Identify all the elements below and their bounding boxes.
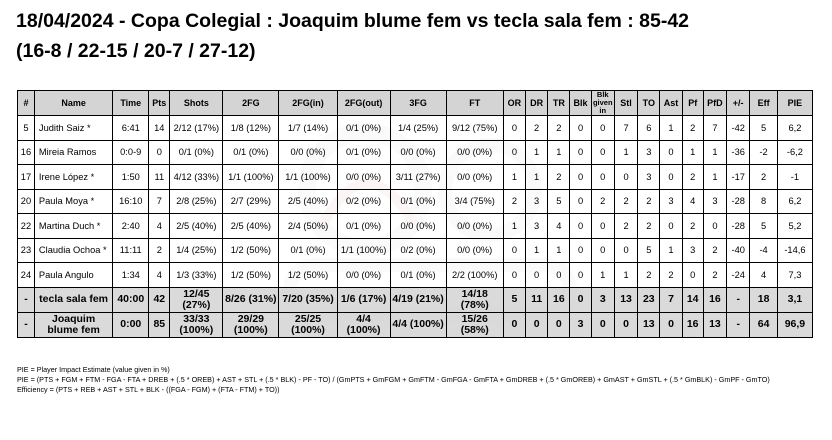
table-cell: 2 (750, 165, 778, 190)
table-cell: 1 (526, 165, 548, 190)
table-cell: 22 (18, 214, 35, 239)
table-cell: Mireia Ramos (34, 140, 112, 165)
table-cell: 2 (682, 165, 703, 190)
table-cell: 3/11 (27%) (390, 165, 446, 190)
column-header: DR (526, 91, 548, 116)
table-cell: 0 (570, 238, 591, 263)
table-cell: 14 (149, 116, 170, 141)
table-cell: 0 (548, 312, 570, 337)
table-cell: 0 (660, 165, 682, 190)
table-cell: 0 (682, 263, 703, 288)
table-cell: 4/4 (100%) (390, 312, 446, 337)
table-cell: 2 (526, 116, 548, 141)
title-line-1: 18/04/2024 - Copa Colegial : Joaquim blume fem vs tecla sala fem : 85-42 (16, 10, 690, 32)
table-cell: 0 (591, 116, 614, 141)
table-cell: 25/25 (100%) (279, 312, 337, 337)
table-cell: 2 (682, 214, 703, 239)
table-cell: 0 (503, 312, 525, 337)
table-cell: 0/0 (0%) (446, 214, 503, 239)
table-cell: 2/5 (40%) (279, 189, 337, 214)
player-row (18, 116, 813, 141)
table-cell: 16 (703, 287, 726, 312)
table-cell: 14/18 (78%) (446, 287, 503, 312)
table-cell: 0 (591, 214, 614, 239)
table-cell: 0 (591, 312, 614, 337)
table-cell: 0/1 (0%) (337, 116, 390, 141)
pie-definition: PIE = Player Impact Estimate (value given in %) (17, 365, 170, 374)
table-cell: 7 (614, 116, 637, 141)
column-header: 2FG(in) (279, 91, 337, 116)
table-cell: 1/4 (25%) (170, 238, 223, 263)
column-header: TO (638, 91, 660, 116)
table-cell: 85 (149, 312, 170, 337)
table-cell: 4 (682, 189, 703, 214)
table-cell: 3 (526, 214, 548, 239)
table-cell: 23 (18, 238, 35, 263)
table-cell: 0:0-9 (113, 140, 149, 165)
table-cell: -17 (727, 165, 750, 190)
table-cell: 0/0 (0%) (446, 140, 503, 165)
player-row (18, 189, 813, 214)
table-cell: 14 (682, 287, 703, 312)
table-cell: 2 (638, 189, 660, 214)
table-cell: - (18, 312, 35, 337)
table-cell: 2 (638, 214, 660, 239)
column-header: Time (113, 91, 149, 116)
table-cell: 0/0 (0%) (390, 140, 446, 165)
table-cell: 3 (570, 312, 591, 337)
column-header: Stl (614, 91, 637, 116)
table-cell: 4 (548, 214, 570, 239)
table-cell: 1 (503, 165, 525, 190)
table-cell: 29/29 (100%) (223, 312, 279, 337)
table-cell: - (727, 312, 750, 337)
player-row (18, 263, 813, 288)
table-cell: 3 (682, 238, 703, 263)
table-cell: 42 (149, 287, 170, 312)
pie-formula: PIE = (PTS + FGM + FTM - FGA - FTA + DREB + (.5 * OREB) + AST + STL + (.5 * BLK) - PF - TO) / (GmPTS + GmFGM + GmFTM - GmFGA - GmFTA + GmDREB + (.5 * GmOREB) + GmAST + GmSTL + (.5 * GmBLK) - GmPF - GmTO) (17, 375, 770, 384)
table-cell: 12/45 (27%) (170, 287, 223, 312)
table-cell: 2 (503, 189, 525, 214)
table-cell: 0 (614, 165, 637, 190)
table-cell: 1/2 (50%) (223, 238, 279, 263)
table-cell: 0 (570, 263, 591, 288)
table-cell: 0/0 (0%) (390, 214, 446, 239)
table-cell: 0/1 (0%) (337, 140, 390, 165)
table-cell: 2 (638, 263, 660, 288)
table-cell: 0 (526, 263, 548, 288)
column-header: PIE (777, 91, 812, 116)
table-cell: 4/12 (33%) (170, 165, 223, 190)
table-cell: 0 (149, 140, 170, 165)
table-cell: 16:10 (113, 189, 149, 214)
table-cell: Irene López * (34, 165, 112, 190)
table-cell: 0 (503, 263, 525, 288)
table-cell: -6,2 (777, 140, 812, 165)
table-body (18, 116, 813, 338)
table-cell: 3 (660, 189, 682, 214)
table-cell: 3 (638, 140, 660, 165)
column-header: TR (548, 91, 570, 116)
table-cell: 2 (682, 116, 703, 141)
table-cell: 16 (548, 287, 570, 312)
table-cell: 0 (548, 263, 570, 288)
table-cell: 8 (750, 189, 778, 214)
table-cell: 0 (570, 214, 591, 239)
table-cell: -36 (727, 140, 750, 165)
table-cell: 3 (638, 165, 660, 190)
table-cell: 1/2 (50%) (223, 263, 279, 288)
table-cell: 1:50 (113, 165, 149, 190)
table-cell: 4/19 (21%) (390, 287, 446, 312)
table-cell: 0 (570, 287, 591, 312)
table-cell: 18 (750, 287, 778, 312)
page-title (16, 6, 816, 66)
table-cell: -14,6 (777, 238, 812, 263)
table-cell: 0 (570, 116, 591, 141)
table-cell: 2 (660, 263, 682, 288)
column-header: +/- (727, 91, 750, 116)
column-header: 3FG (390, 91, 446, 116)
table-cell: 2 (591, 189, 614, 214)
column-header: Shots (170, 91, 223, 116)
table-cell: 4 (750, 263, 778, 288)
table-cell: 2 (149, 238, 170, 263)
table-cell: 1 (682, 140, 703, 165)
table-cell: 20 (18, 189, 35, 214)
table-cell: 1 (703, 140, 726, 165)
column-header: Name (34, 91, 112, 116)
player-row (18, 214, 813, 239)
column-header: # (18, 91, 35, 116)
table-cell: 1/6 (17%) (337, 287, 390, 312)
table-cell: - (18, 287, 35, 312)
table-cell: 0/1 (0%) (390, 263, 446, 288)
column-header: Eff (750, 91, 778, 116)
table-cell: 5 (548, 189, 570, 214)
table-cell: -40 (727, 238, 750, 263)
table-cell: 0/1 (0%) (390, 189, 446, 214)
table-cell: 9/12 (75%) (446, 116, 503, 141)
table-cell: 0 (703, 214, 726, 239)
table-cell: 1/1 (100%) (279, 165, 337, 190)
table-cell: 0 (503, 116, 525, 141)
table-cell: -2 (750, 140, 778, 165)
table-cell: 0/0 (0%) (446, 238, 503, 263)
table-cell: 33/33 (100%) (170, 312, 223, 337)
table-cell: 2/12 (17%) (170, 116, 223, 141)
table-cell: 1 (660, 116, 682, 141)
column-header: 2FG (223, 91, 279, 116)
efficiency-formula: Efficiency = (PTS + REB + AST + STL + BLK - ((FGA - FGM) + (FTA - FTM) + TO)) (17, 385, 280, 394)
table-cell: 5 (18, 116, 35, 141)
table-cell: 3/4 (75%) (446, 189, 503, 214)
table-cell: 1 (548, 140, 570, 165)
table-cell: 3 (703, 189, 726, 214)
table-cell: 1 (591, 263, 614, 288)
column-header: Ast (660, 91, 682, 116)
table-cell: Martina Duch * (34, 214, 112, 239)
table-cell: 5 (503, 287, 525, 312)
table-cell: 11:11 (113, 238, 149, 263)
table-cell: 4/4 (100%) (337, 312, 390, 337)
team-total-row (18, 312, 813, 337)
table-cell: 2/7 (29%) (223, 189, 279, 214)
table-cell: 1/8 (12%) (223, 116, 279, 141)
table-cell: 7 (703, 116, 726, 141)
table-cell: 0 (660, 214, 682, 239)
title-line-2: (16-8 / 22-15 / 20-7 / 27-12) (16, 40, 256, 62)
table-cell: 23 (638, 287, 660, 312)
table-cell: 0/1 (0%) (337, 214, 390, 239)
table-cell: Judith Saiz * (34, 116, 112, 141)
table-cell: 1 (503, 214, 525, 239)
table-cell: 1/4 (25%) (390, 116, 446, 141)
table-cell: 7 (149, 189, 170, 214)
table-cell: 11 (526, 287, 548, 312)
column-header: Pts (149, 91, 170, 116)
column-header: 2FG(out) (337, 91, 390, 116)
table-cell: -28 (727, 214, 750, 239)
table-cell: -28 (727, 189, 750, 214)
table-cell: 1/1 (100%) (223, 165, 279, 190)
table-cell: 15/26 (58%) (446, 312, 503, 337)
table-cell: 2/4 (50%) (279, 214, 337, 239)
table-cell: 8/26 (31%) (223, 287, 279, 312)
table-cell: 3 (526, 189, 548, 214)
table-cell: 7/20 (35%) (279, 287, 337, 312)
table-cell: 2 (614, 214, 637, 239)
player-row (18, 165, 813, 190)
table-cell: 1 (703, 165, 726, 190)
table-cell: 16 (682, 312, 703, 337)
table-cell: 13 (703, 312, 726, 337)
table-cell: 0 (570, 165, 591, 190)
table-cell: 0:00 (113, 312, 149, 337)
table-cell: 1:34 (113, 263, 149, 288)
table-cell: 2/2 (100%) (446, 263, 503, 288)
column-header: PfD (703, 91, 726, 116)
table-cell: 1 (614, 140, 637, 165)
table-cell: 0 (570, 189, 591, 214)
table-cell: 2/8 (25%) (170, 189, 223, 214)
player-row (18, 238, 813, 263)
table-cell: 5 (750, 214, 778, 239)
table-cell: 1/7 (14%) (279, 116, 337, 141)
table-cell: 0/1 (0%) (279, 238, 337, 263)
table-cell: 6,2 (777, 116, 812, 141)
table-cell: Claudia Ochoa * (34, 238, 112, 263)
table-cell: Joaquim blume fem (34, 312, 112, 337)
table-cell: 7 (660, 287, 682, 312)
column-header: Blk (570, 91, 591, 116)
table-cell: 6 (638, 116, 660, 141)
stats-table (17, 90, 813, 338)
table-cell: -1 (777, 165, 812, 190)
table-cell: 0/1 (0%) (223, 140, 279, 165)
table-cell: 7,3 (777, 263, 812, 288)
table-cell: 0 (591, 165, 614, 190)
table-cell: 1 (526, 238, 548, 263)
table-cell: 0 (570, 140, 591, 165)
table-cell: 2 (548, 165, 570, 190)
table-cell: 2/5 (40%) (170, 214, 223, 239)
table-cell: 1 (526, 140, 548, 165)
table-cell: 13 (614, 287, 637, 312)
table-cell: 17 (18, 165, 35, 190)
column-header: Blk given in (592, 90, 613, 115)
column-header: FT (446, 91, 503, 116)
table-cell: 13 (638, 312, 660, 337)
table-cell: 1 (548, 238, 570, 263)
table-cell: 0 (503, 140, 525, 165)
table-cell: 0/0 (0%) (446, 165, 503, 190)
footnotes (17, 365, 817, 395)
table-cell: 0 (526, 312, 548, 337)
table-cell: 0 (591, 140, 614, 165)
table-cell: 1/1 (100%) (337, 238, 390, 263)
table-cell: 0 (660, 140, 682, 165)
table-cell: 1/3 (33%) (170, 263, 223, 288)
table-cell: 0 (614, 312, 637, 337)
table-cell: 1 (660, 238, 682, 263)
table-cell: 2/5 (40%) (223, 214, 279, 239)
table-cell: 0 (660, 312, 682, 337)
table-cell: 11 (149, 165, 170, 190)
table-cell: Paula Moya * (34, 189, 112, 214)
table-cell: 3,1 (777, 287, 812, 312)
table-cell: 2 (548, 116, 570, 141)
table-cell: 0 (614, 238, 637, 263)
table-cell: 0/0 (0%) (279, 140, 337, 165)
table-cell: - (727, 287, 750, 312)
table-cell: 16 (18, 140, 35, 165)
table-cell: -4 (750, 238, 778, 263)
table-cell: 0/0 (0%) (337, 165, 390, 190)
table-cell: 0 (591, 238, 614, 263)
table-cell: 4 (149, 214, 170, 239)
table-cell: 5 (638, 238, 660, 263)
team-total-row (18, 287, 813, 312)
table-cell: 1 (614, 263, 637, 288)
table-header-row (18, 91, 813, 116)
table-cell: 4 (149, 263, 170, 288)
table-cell: tecla sala fem (34, 287, 112, 312)
table-cell: 5,2 (777, 214, 812, 239)
table-cell: -24 (727, 263, 750, 288)
table-cell: 2 (703, 263, 726, 288)
table-cell: 2 (703, 238, 726, 263)
table-cell: 6,2 (777, 189, 812, 214)
table-cell: 2:40 (113, 214, 149, 239)
table-cell: 96,9 (777, 312, 812, 337)
table-cell: 0/2 (0%) (337, 189, 390, 214)
table-cell: 0/1 (0%) (170, 140, 223, 165)
column-header: Pf (682, 91, 703, 116)
table-cell: 6:41 (113, 116, 149, 141)
table-cell: 0/0 (0%) (337, 263, 390, 288)
player-row (18, 140, 813, 165)
table-cell: 40:00 (113, 287, 149, 312)
table-cell: 2 (614, 189, 637, 214)
column-header: OR (503, 91, 525, 116)
table-cell: 0 (503, 238, 525, 263)
table-cell: 64 (750, 312, 778, 337)
table-cell: -42 (727, 116, 750, 141)
table-cell: 0/2 (0%) (390, 238, 446, 263)
table-cell: Paula Angulo (34, 263, 112, 288)
table-cell: 24 (18, 263, 35, 288)
table-cell: 3 (591, 287, 614, 312)
table-cell: 1/2 (50%) (279, 263, 337, 288)
table-cell: 5 (750, 116, 778, 141)
